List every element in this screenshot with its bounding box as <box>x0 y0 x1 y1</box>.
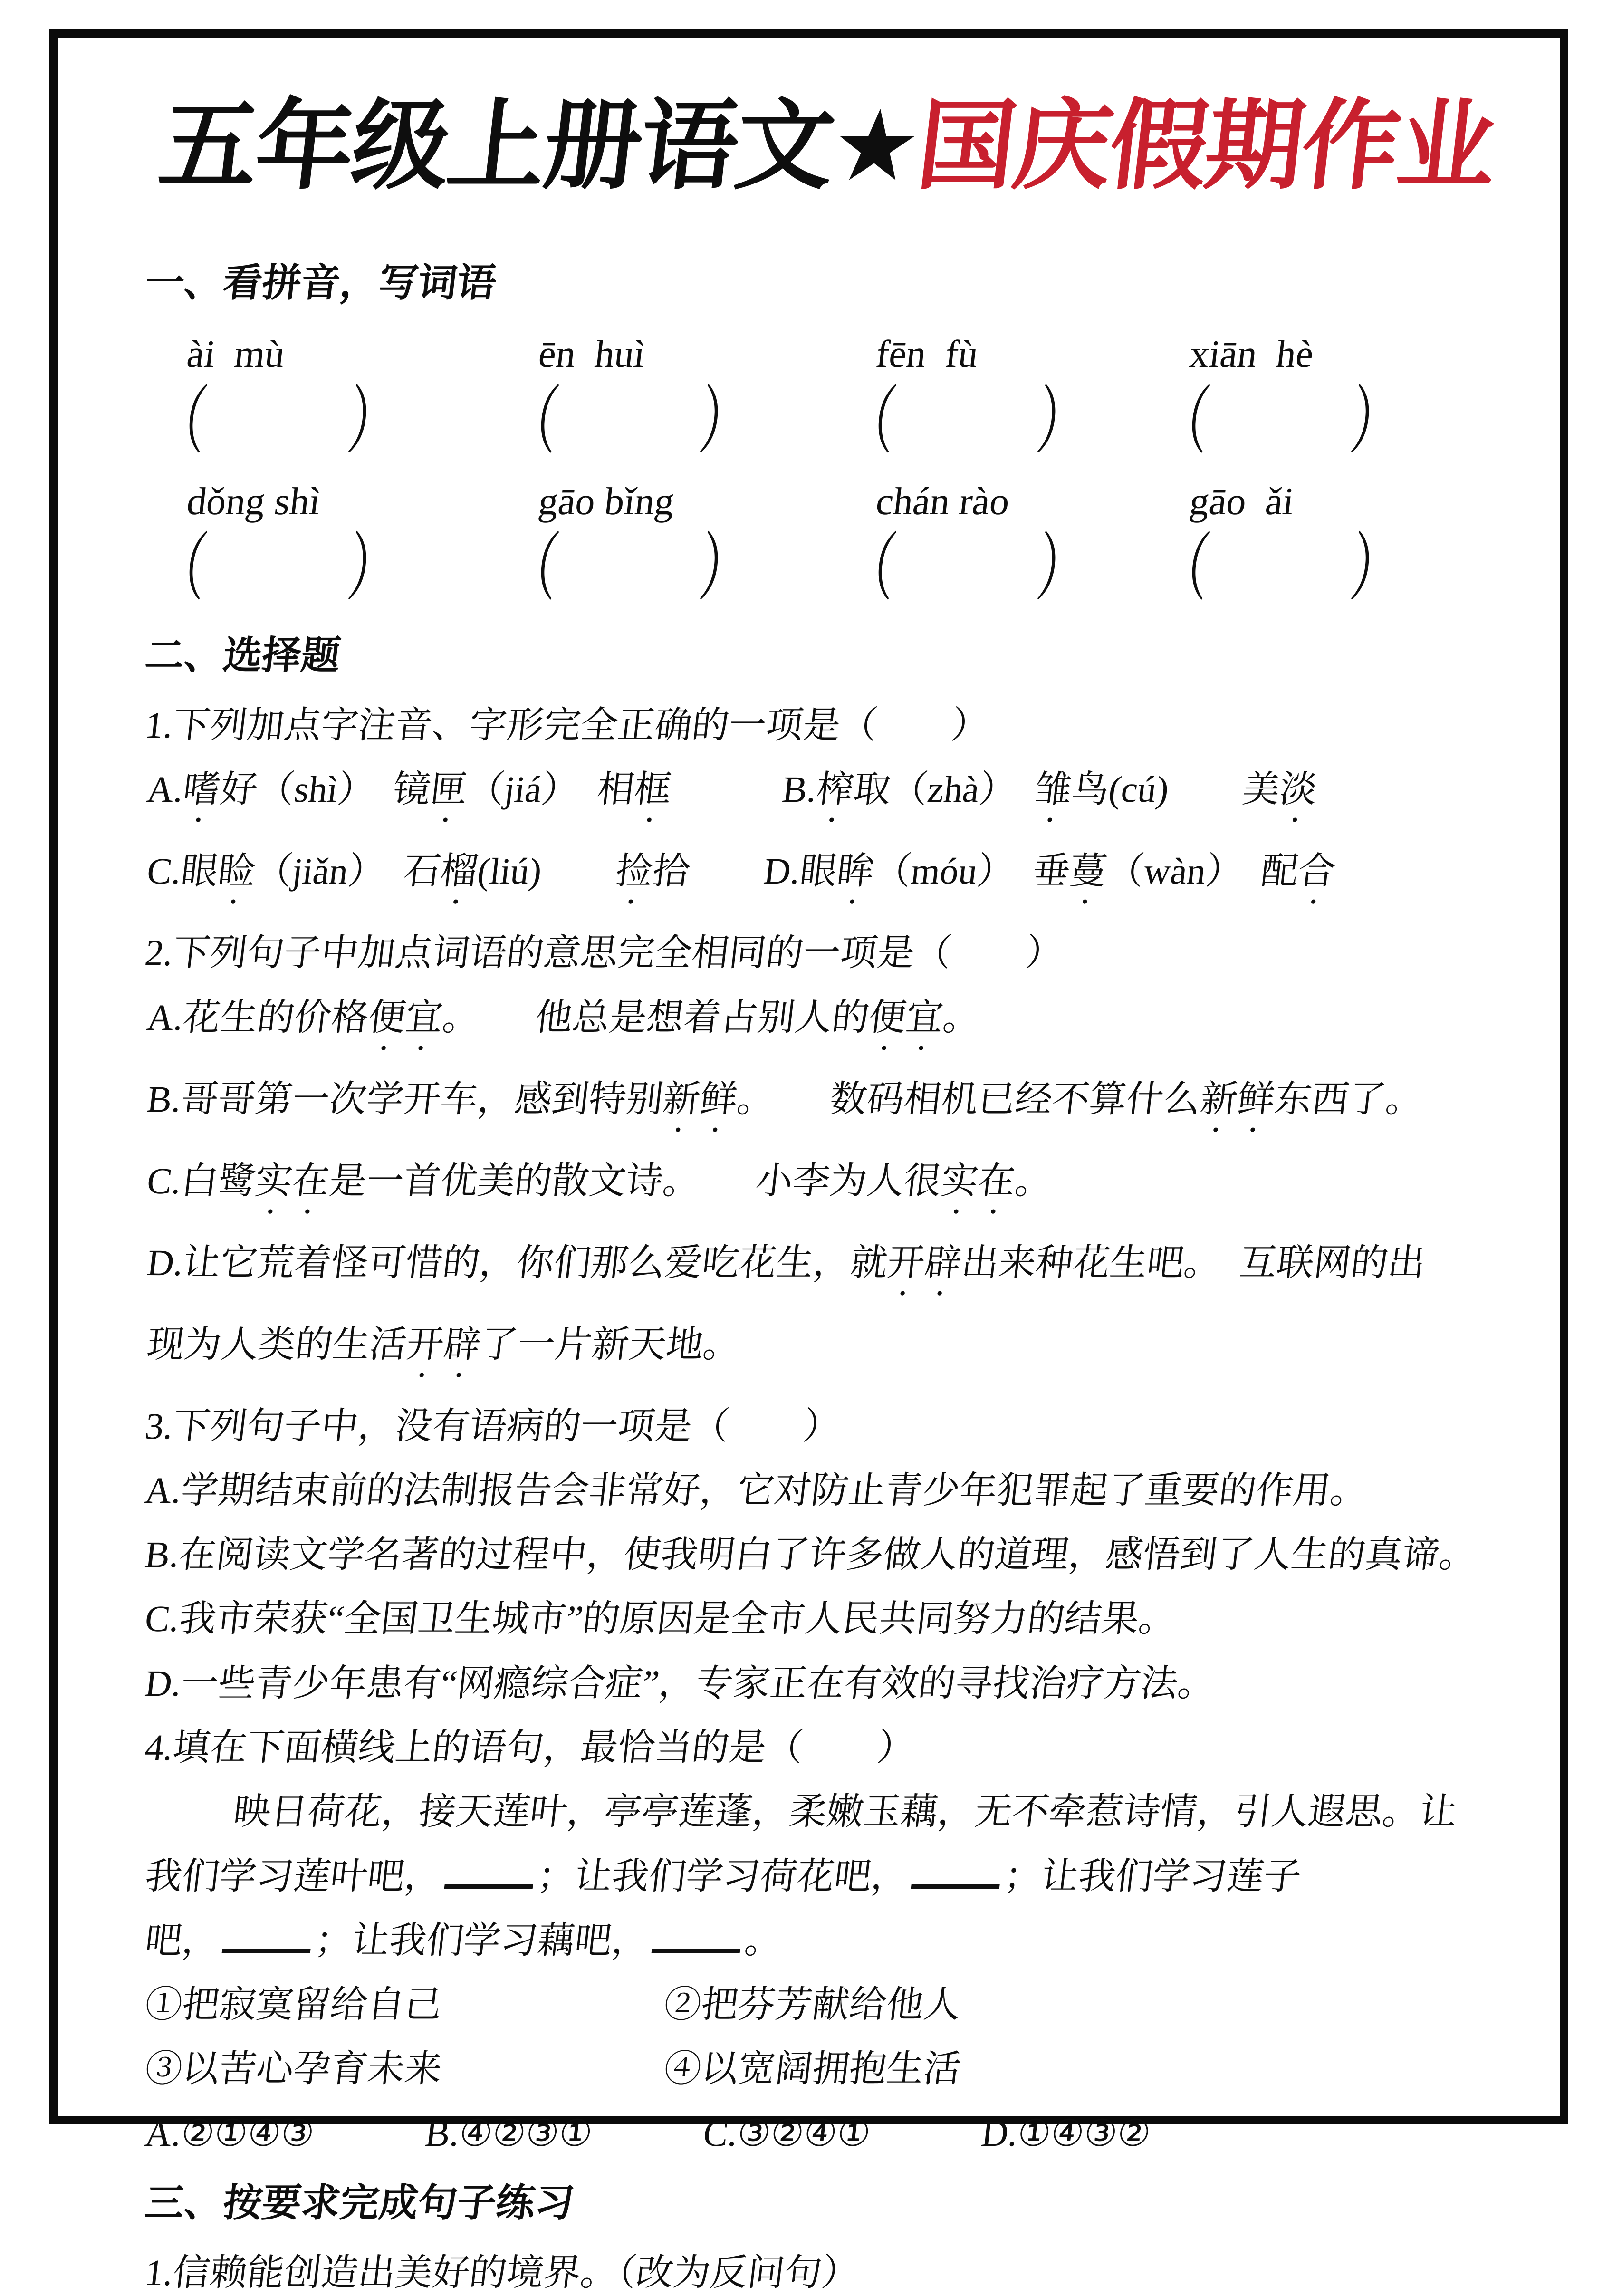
q2-option-b <box>143 1076 1504 1140</box>
q2-option-d-line2 <box>143 1321 1504 1385</box>
text-segment: （móu） 垂 <box>872 850 1073 892</box>
pinyin-word: fēn fù <box>873 332 981 376</box>
q4-stem: 4.填在下面横线上的语句，最恰当的是（ ） <box>143 1727 917 1768</box>
text-segment: 鸟(cú) 美 <box>1069 769 1283 810</box>
q2-option-a <box>143 994 1504 1058</box>
section3-exercise-1: 1.信赖能创造出美好的境界。（改为反问句） <box>143 2252 862 2294</box>
answer-paren-row-1 <box>143 382 1506 462</box>
text-segment: 。 <box>941 996 983 1038</box>
q1-stem: 1.下列加点字注音、字形完全正确的一项是（ ） <box>143 704 991 746</box>
text-segment: （jiǎn） 石 <box>253 850 443 892</box>
text-segment: 。 他总是想着占别人的 <box>440 996 872 1038</box>
q1-options-ab <box>143 766 1504 830</box>
q3-stem: 3.下列句子中，没有语病的一项是（ ） <box>143 1405 843 1447</box>
text-segment: 取（zhà） <box>851 769 1037 810</box>
q3-option-c: C.我市荣获“全国卫生城市”的原因是全市人民共同努力的结果。 <box>143 1598 1179 1640</box>
answer-parentheses: （ ） <box>154 528 401 610</box>
blank-underline <box>444 1879 534 1889</box>
answer-parentheses: （ ） <box>505 528 753 610</box>
text-segment: 拾 D.眼 <box>650 850 840 892</box>
answer-parentheses: （ ） <box>1156 528 1404 610</box>
page-title <box>143 82 1512 211</box>
text-segment: （wàn） 配 <box>1104 850 1301 892</box>
text-segment: 好（shì） 镜 <box>218 769 433 810</box>
emphasized-char: 合 <box>1296 850 1338 892</box>
q4-answer-options: A.②①④③ B.④②③① C.③②④① D.①④③② <box>143 2112 1153 2154</box>
text-segment: 出来种花生吧。 互联网的出 <box>959 1241 1428 1283</box>
text-segment: ；让我们学习藕吧， <box>313 1919 652 1961</box>
pinyin-row-1 <box>143 329 1503 378</box>
q4-numbered-choices-line2: ③以苦心孕育未来 ④以宽阔拥抱生活 <box>143 2048 963 2090</box>
page-title-black: 五年级上册语文★ <box>154 91 925 201</box>
emphasized-char: 淡 <box>1277 769 1320 810</box>
text-segment: (liú) <box>475 850 618 892</box>
answer-parentheses: （ ） <box>843 528 1090 610</box>
pinyin-row-2 <box>143 477 1503 526</box>
q3-option-a: A.学期结束前的法制报告会非常好，它对防止青少年犯罪起了重要的作用。 <box>143 1469 1370 1511</box>
text-segment: C.眼 <box>144 850 221 892</box>
q4-passage-line2 <box>143 1853 1502 1900</box>
q4-passage-line1: 映日荷花，接天莲叶，亭亭莲蓬，柔嫩玉藕，无不牵惹诗情，引人遐思。让 <box>231 1791 1459 1833</box>
pinyin-word: xiān hè <box>1187 332 1316 376</box>
emphasized-char: 匣 <box>428 769 470 810</box>
emphasized-char: 新鲜 <box>661 1078 740 1120</box>
text-segment: 。 <box>1013 1160 1055 1201</box>
worksheet-page <box>49 29 1568 2294</box>
pinyin-word: ài mù <box>184 332 288 376</box>
pinyin-word: dǒng shì <box>184 479 323 523</box>
emphasized-char: 开辟 <box>404 1323 483 1365</box>
q2-option-d-line1 <box>143 1239 1504 1304</box>
text-segment: ；让我们学习荷花吧， <box>535 1855 911 1897</box>
answer-parentheses: （ ） <box>154 380 401 462</box>
pinyin-word: ēn huì <box>536 332 648 376</box>
text-segment: D.让它荒着怪可惜的，你们那么爱吃花生，就 <box>144 1241 890 1283</box>
blank-underline <box>911 1879 1000 1889</box>
emphasized-char: 便宜 <box>366 996 445 1038</box>
pinyin-word: chán rào <box>873 479 1012 523</box>
q4-passage-line3 <box>143 1917 1502 1964</box>
text-segment: B. <box>669 769 819 810</box>
text-segment: 现为人类的生活 <box>144 1323 409 1365</box>
emphasized-char: 榴 <box>438 850 480 892</box>
q1-options-cd <box>143 848 1504 912</box>
section2-heading: 二、选择题 <box>143 634 343 677</box>
text-segment: 吧， <box>143 1919 222 1961</box>
text-segment: B.哥哥第一次学开车，感到特别 <box>144 1078 666 1120</box>
emphasized-char: 雏 <box>1032 769 1075 810</box>
blank-underline <box>652 1943 741 1953</box>
answer-paren-row-2 <box>143 528 1506 609</box>
blank-underline <box>222 1943 311 1953</box>
q3-option-d: D.一些青少年患有“网瘾综合症”，专家正在有效的寻找治疗方法。 <box>143 1662 1218 1704</box>
text-segment: 东西了。 <box>1272 1078 1426 1120</box>
q2-stem: 2.下列句子中加点词语的意思完全相同的一项是（ ） <box>143 932 1065 974</box>
emphasized-char: 框 <box>632 769 674 810</box>
section1-heading: 一、看拼音，写词语 <box>143 261 499 305</box>
text-segment: A. <box>144 769 186 810</box>
q2-option-c <box>143 1158 1504 1222</box>
answer-parentheses: （ ） <box>505 380 753 462</box>
emphasized-char: 眸 <box>835 850 877 892</box>
text-segment: A.花生的价格 <box>144 996 371 1038</box>
answer-parentheses: （ ） <box>1156 380 1404 462</box>
q4-numbered-choices-line1: ①把寂寞留给自己 ②把芬芳献给他人 <box>143 1984 963 2026</box>
emphasized-char: 睑 <box>216 850 258 892</box>
section3-heading: 三、按要求完成句子练习 <box>143 2181 577 2225</box>
pinyin-word: gāo bǐng <box>536 479 677 523</box>
text-segment: C.白鹭 <box>144 1160 258 1201</box>
answer-parentheses: （ ） <box>843 380 1090 462</box>
text-segment: ；让我们学习莲子 <box>1002 1855 1304 1897</box>
q3-option-b: B.在阅读文学名著的过程中，使我明白了许多做人的道理，感悟到了人生的真谛。 <box>143 1534 1479 1575</box>
emphasized-char: 榨 <box>814 769 856 810</box>
text-segment: 我们学习莲叶吧， <box>143 1855 444 1897</box>
text-segment: 。 数码相机已经不算什么 <box>735 1078 1203 1120</box>
emphasized-char: 嗜 <box>181 769 223 810</box>
text-segment: （jiá） 相 <box>465 769 637 810</box>
emphasized-char: 蔓 <box>1067 850 1110 892</box>
page-title-red: 国庆假期作业 <box>912 91 1501 201</box>
text-segment: 。 <box>742 1919 785 1961</box>
text-segment: 是一首优美的散文诗。 小李为人很 <box>327 1160 944 1201</box>
text-segment: 了一片新天地。 <box>478 1323 743 1365</box>
emphasized-char: 实在 <box>939 1160 1018 1201</box>
emphasized-char: 便宜 <box>866 996 946 1038</box>
emphasized-char: 实在 <box>253 1160 332 1201</box>
pinyin-word: gāo ǎi <box>1187 479 1296 523</box>
emphasized-char: 捡 <box>613 850 655 892</box>
emphasized-char: 新鲜 <box>1198 1078 1277 1120</box>
emphasized-char: 开辟 <box>885 1241 964 1283</box>
